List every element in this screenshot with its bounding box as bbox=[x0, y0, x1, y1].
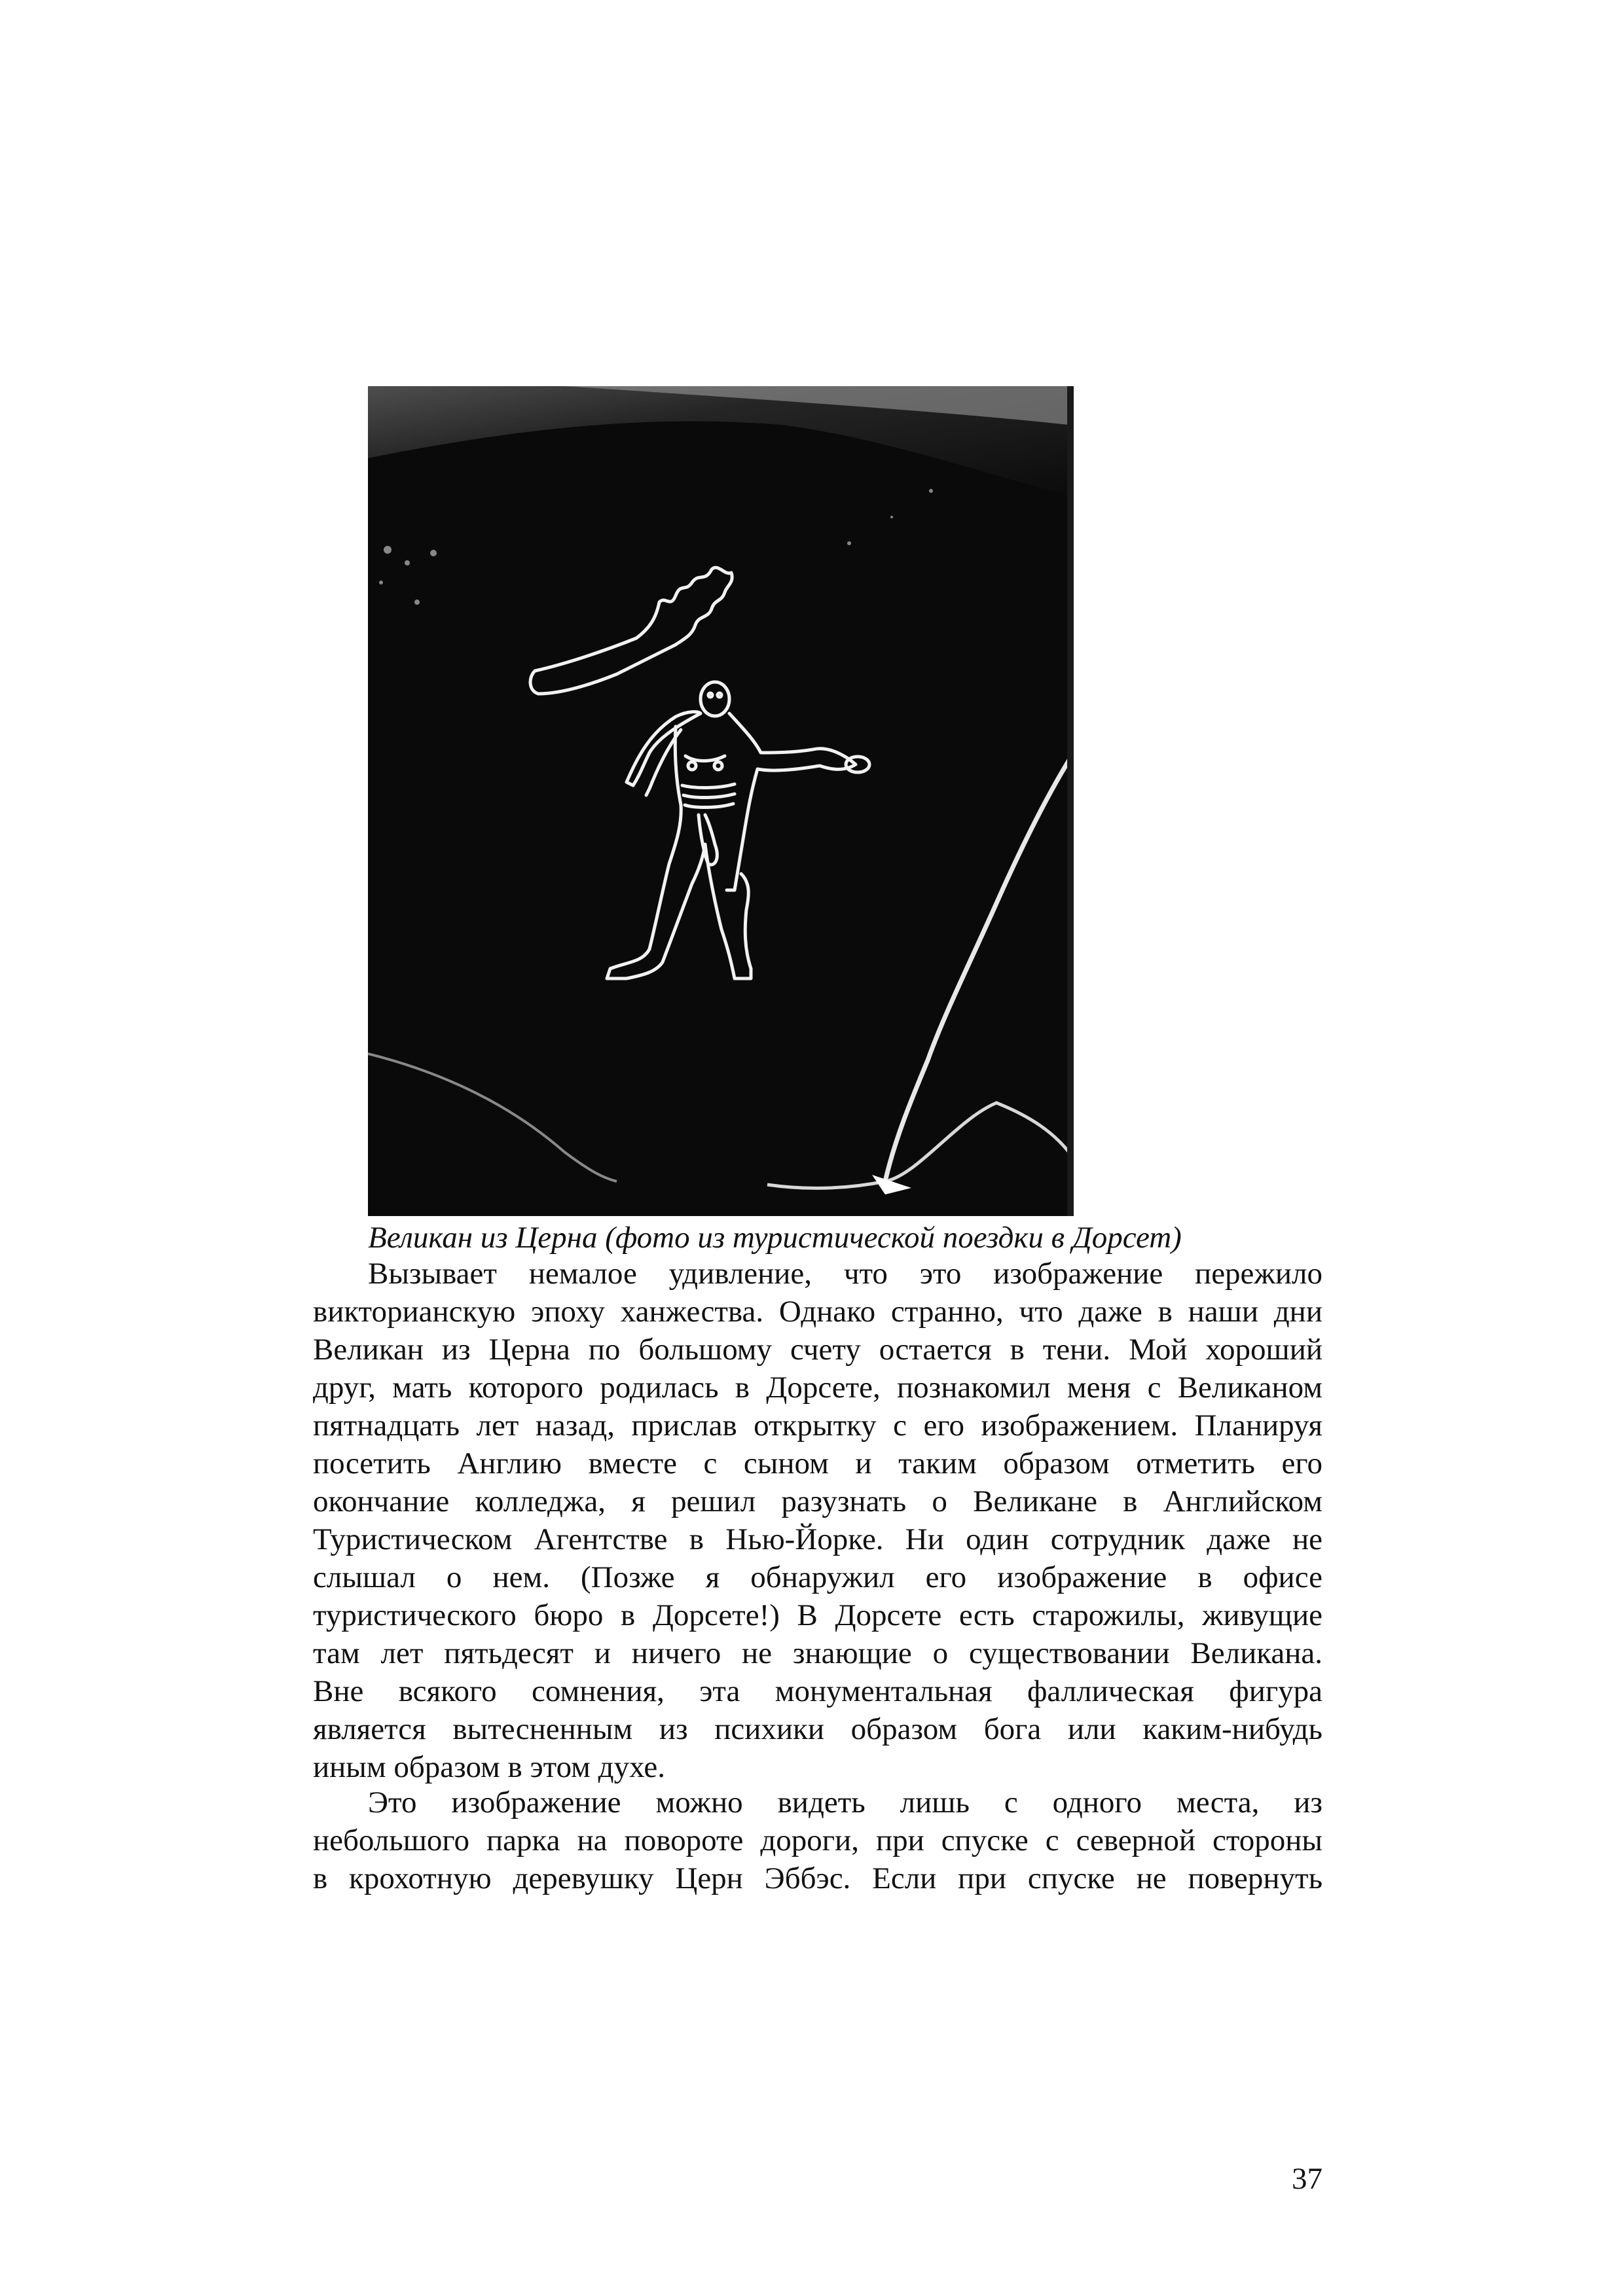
cerne-giant-photo bbox=[368, 386, 1074, 1216]
text-line: Вызывает немалое удивление, что это изображение пережило bbox=[368, 1257, 1322, 1291]
text-line: иным образом в этом духе. bbox=[313, 1750, 666, 1784]
text-line: друг, мать которого родилась в Дорсете, познакомил меня с Великаном bbox=[313, 1371, 1322, 1405]
text-line: Великан из Церна по большому счету остается в тени. Мой хороший bbox=[313, 1333, 1322, 1367]
text-line: слышал о нем. (Позже я обнаружил его изображение в офисе bbox=[313, 1560, 1322, 1594]
cerne-giant-photo-graphic bbox=[368, 386, 1074, 1216]
text-line: там лет пятьдесят и ничего не знающие о существовании Великана. bbox=[313, 1636, 1322, 1670]
text-line: Это изображение можно видеть лишь с одного места, из bbox=[368, 1785, 1322, 1820]
page-number: 37 bbox=[1292, 2162, 1322, 2196]
text-line: окончание колледжа, я решил разузнать о Великане в Английском bbox=[313, 1484, 1322, 1518]
text-line: туристического бюро в Дорсете!) В Дорсете есть старожилы, живущие bbox=[313, 1598, 1322, 1632]
paragraph-1 bbox=[313, 1255, 1322, 1786]
text-line: Вне всякого сомнения, эта монументальная фаллическая фигура bbox=[313, 1674, 1322, 1708]
text-line: викторианскую эпоху ханжества. Однако странно, что даже в наши дни bbox=[313, 1295, 1322, 1329]
text-line: пятнадцать лет назад, прислав открытку с его изображением. Планируя bbox=[313, 1408, 1322, 1443]
figure-caption: Великан из Церна (фото из туристической поездки в Дорсет) bbox=[368, 1221, 1182, 1255]
text-line: в крохотную деревушку Церн Эббэс. Если при спуске не повернуть bbox=[313, 1861, 1322, 1895]
text-line: посетить Англию вместе с сыном и таким образом отметить его bbox=[313, 1446, 1322, 1480]
paragraph-2 bbox=[313, 1784, 1322, 1897]
text-line: небольшого парка на повороте дороги, при спуске с северной стороны bbox=[313, 1823, 1322, 1857]
text-line: Туристическом Агентстве в Нью-Йорке. Ни один сотрудник даже не bbox=[313, 1522, 1322, 1556]
text-line: является вытесненным из психики образом бога или каким-нибудь bbox=[313, 1712, 1322, 1746]
